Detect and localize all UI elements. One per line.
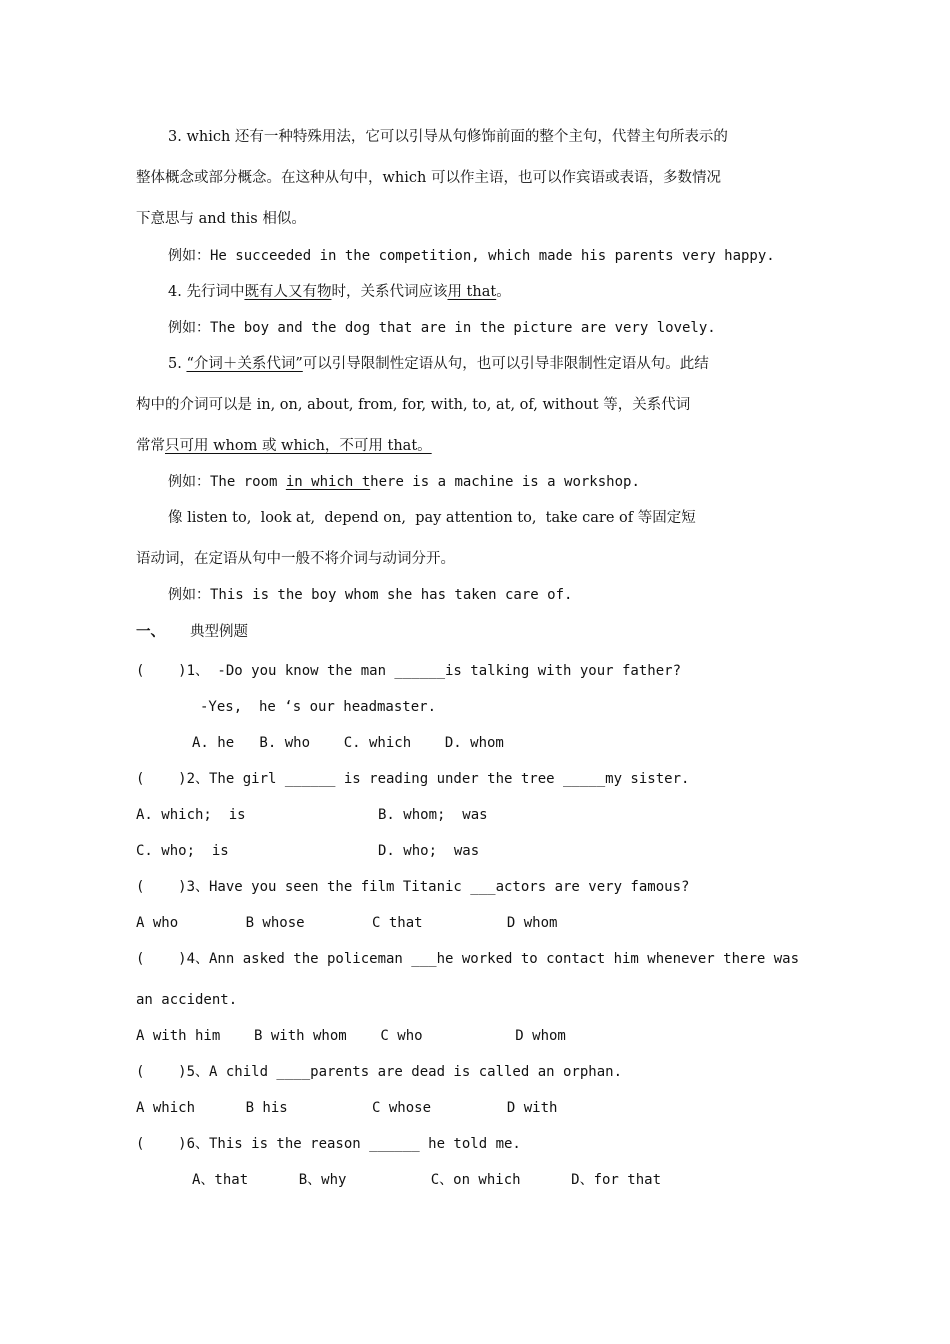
question-6-options: A、that B、why C、on which D、for that xyxy=(192,1172,662,1188)
paragraph-3-line-1: 3. which 还有一种特殊用法，它可以引导从句修饰前面的整个主句，代替主句所表示的 xyxy=(168,129,728,145)
paragraph-4-post: 。 xyxy=(496,284,511,300)
paragraph-4-underline-1: 既有人又有物 xyxy=(244,284,332,300)
question-2: ( )2、The girl ______ is reading under the tree _____my sister. xyxy=(136,771,690,787)
section-title: 典型例题 xyxy=(190,624,248,640)
question-2-option-b: B. whom; was xyxy=(378,807,488,823)
question-3: ( )3、Have you seen the film Titanic ___actors are very famous? xyxy=(136,879,690,895)
paragraph-5-line-3-pre: 常常 xyxy=(136,438,165,454)
question-5: ( )5、A child ____parents are dead is called an orphan. xyxy=(136,1064,623,1080)
question-4-line-2: an accident. xyxy=(136,992,238,1008)
paragraph-5-underline-1: “介词＋关系代词” xyxy=(186,356,303,372)
question-4-line-1: ( )4、Ann asked the policeman ___he worked to contact him whenever there was xyxy=(136,951,800,967)
paragraph-5-example xyxy=(168,472,640,492)
question-2-option-c: C. who; is xyxy=(136,843,229,859)
question-1: ( )1、 -Do you know the man ______is talking with your father? xyxy=(136,663,682,679)
paragraph-4-example: 例如：The boy and the dog that are in the picture are very lovely. xyxy=(168,320,716,336)
paragraph-4-pre: 4. 先行词中 xyxy=(168,284,245,300)
paragraph-3-example: 例如：He succeeded in the competition, which made his parents very happy. xyxy=(168,248,775,264)
question-2-option-a: A. which; is xyxy=(136,807,246,823)
question-3-options: A who B whose C that D whom xyxy=(136,915,558,931)
question-6: ( )6、This is the reason ______ he told me. xyxy=(136,1136,521,1152)
paragraph-5-example-underline: in which t xyxy=(285,474,371,490)
paragraph-5-line-3 xyxy=(136,436,432,456)
paragraph-5-line-1-rest: 可以引导限制性定语从句，也可以引导非限制性定语从句。此结 xyxy=(302,356,709,372)
question-4-options: A with him B with whom C who D whom xyxy=(136,1028,566,1044)
paragraph-3-line-2: 整体概念或部分概念。在这种从句中，which 可以作主语，也可以作宾语或表语，多数情况 xyxy=(136,170,721,186)
question-1-options: A. he B. who C. which D. whom xyxy=(192,735,504,751)
section-number: 一、 xyxy=(136,623,165,640)
paragraph-5-underline-2: 只可用 whom 或 which，不可用 that。 xyxy=(165,438,432,454)
paragraph-5-line-1 xyxy=(168,354,709,374)
question-2-option-d: D. who; was xyxy=(378,843,480,859)
paragraph-6-example: 例如：This is the boy whom she has taken care of. xyxy=(168,587,573,603)
paragraph-6-line-2: 语动词，在定语从句中一般不将介词与动词分开。 xyxy=(136,551,455,567)
paragraph-4-mid: 时，关系代词应该 xyxy=(331,284,448,300)
paragraph-4-underline-2: 用 that xyxy=(447,284,497,300)
paragraph-5-example-post: here is a machine is a workshop. xyxy=(370,474,640,490)
paragraph-6-line-1: 像 listen to, look at, depend on, pay attention to, take care of 等固定短 xyxy=(168,510,696,526)
question-5-options: A which B his C whose D with xyxy=(136,1100,558,1116)
paragraph-4 xyxy=(168,282,511,302)
paragraph-5-line-2: 构中的介词可以是 in, on, about, from, for, with, to, at, of, without 等，关系代词 xyxy=(136,397,691,413)
paragraph-5-pre: 5. xyxy=(168,356,187,372)
paragraph-3-line-3: 下意思与 and this 相似。 xyxy=(136,211,306,227)
question-1-reply: -Yes, he ‘s our headmaster. xyxy=(200,699,437,715)
paragraph-5-example-pre: 例如：The room xyxy=(168,474,286,490)
